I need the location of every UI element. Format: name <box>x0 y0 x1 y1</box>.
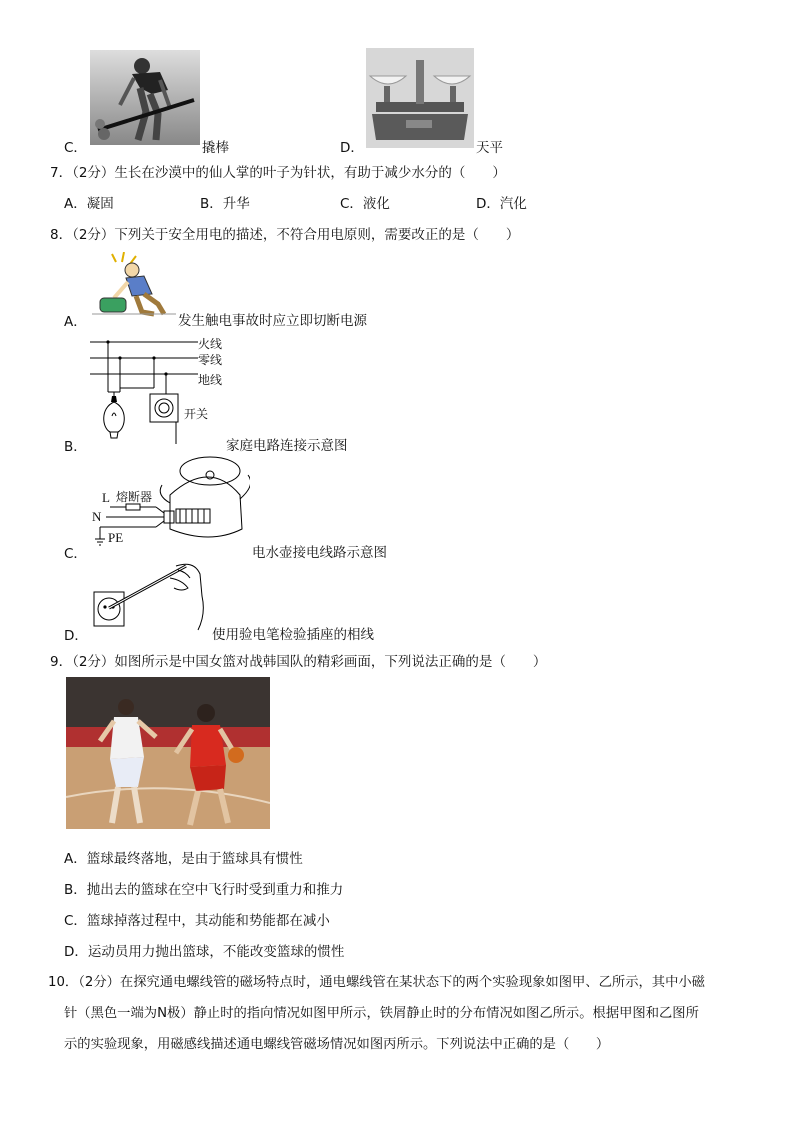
balance-scale-photo <box>366 48 474 148</box>
label-live-wire: 火线 <box>198 337 223 351</box>
q8-option-d-letter: D． <box>64 628 88 644</box>
crowbar-photo <box>90 50 200 145</box>
q6-option-d-letter: D． <box>340 140 364 156</box>
q8-option-c-caption: 电水壶接电线路示意图 <box>252 545 387 561</box>
q7-option-d: D．汽化 <box>476 196 527 212</box>
q7-stem: 7．（2分）生长在沙漠中的仙人掌的叶子为针状，有助于减少水分的（ ） <box>50 165 506 181</box>
q9-option-a: A．篮球最终落地，是由于篮球具有惯性 <box>64 851 303 867</box>
label-fuse: 熔断器 <box>116 490 153 504</box>
q8-option-a-caption: 发生触电事故时应立即切断电源 <box>178 313 367 329</box>
q6-option-c-letter: C． <box>64 140 87 156</box>
q7-option-b: B．升华 <box>200 196 250 212</box>
electric-shock-illustration <box>92 252 176 322</box>
label-PE: PE <box>108 530 124 545</box>
test-pen-socket-illustration <box>90 560 210 636</box>
q8-stem: 8．（2分）下列关于安全用电的描述，不符合用电原则，需要改正的是（ ） <box>50 227 520 243</box>
q8-option-c-letter: C． <box>64 546 87 562</box>
basketball-game-photo <box>66 677 270 829</box>
q10-line-2: 针（黑色一端为N极）静止时的指向情况如图甲所示，铁屑静止时的分布情况如图乙所示。根据甲图和乙图所 <box>64 1006 699 1021</box>
q9-stem: 9．（2分）如图所示是中国女篮对战韩国队的精彩画面，下列说法正确的是（ ） <box>50 654 547 670</box>
label-N: N <box>92 509 102 524</box>
q8-option-b-caption: 家庭电路连接示意图 <box>226 438 348 454</box>
q9-option-d: D．运动员用力抛出篮球，不能改变篮球的惯性 <box>64 944 345 960</box>
q10-line-1: 10．（2分）在探究通电螺线管的磁场特点时，通电螺线管在某状态下的两个实验现象如图甲、乙所示，其中小磁 <box>48 975 705 990</box>
q9-option-b: B．抛出去的篮球在空中飞行时受到重力和推力 <box>64 882 344 898</box>
label-switch: 开关 <box>184 407 209 421</box>
q6-option-d-caption: 天平 <box>476 140 503 156</box>
q9-option-c: C．篮球掉落过程中，其动能和势能都在减小 <box>64 913 330 929</box>
q8-option-a-letter: A． <box>64 314 87 330</box>
q10-line-3: 示的实验现象，用磁感线描述通电螺线管磁场情况如图丙所示。下列说法中正确的是（ ） <box>64 1037 610 1052</box>
q8-option-d-caption: 使用验电笔检验插座的相线 <box>212 627 374 643</box>
q6-option-c-caption: 撬棒 <box>202 140 229 156</box>
label-neutral-wire: 零线 <box>198 353 223 367</box>
q8-option-b-letter: B． <box>64 439 87 455</box>
q7-option-a: A．凝固 <box>64 196 114 212</box>
label-ground-wire: 地线 <box>198 373 223 387</box>
q7-option-c: C．液化 <box>340 196 390 212</box>
label-L: L <box>102 490 110 505</box>
